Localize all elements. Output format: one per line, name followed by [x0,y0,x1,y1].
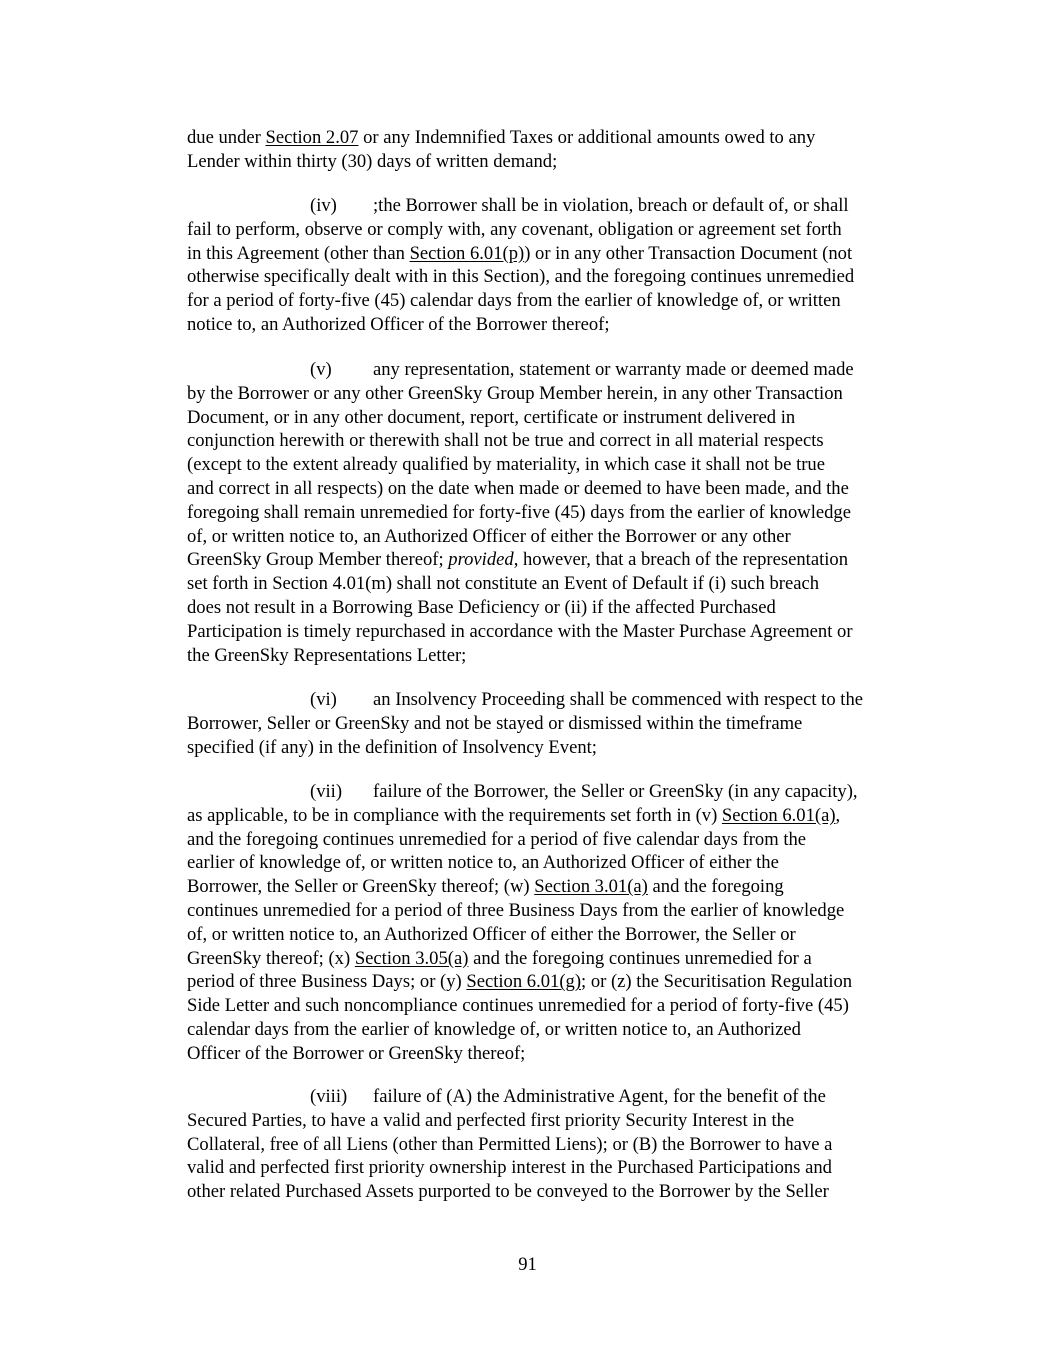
text-line [187,1156,947,1180]
text-segment: otherwise specifically dealt with in this Section), and the foregoing continues unremedied [187,266,855,288]
text-line [187,736,947,760]
text-segment: ; or (z) the Securitisation Regulation [581,971,853,993]
text-segment: failure of (A) the Administrative Agent, for the benefit of the [373,1086,826,1107]
text-segment: as applicable, to be in compliance with the requirements set forth in (v) [187,804,722,826]
text-segment: ;the Borrower shall be in violation, breach or default of, or shall [373,195,849,216]
text-line [187,1109,947,1133]
clause-number: (iv) [310,195,337,216]
text-line [187,644,947,668]
paragraph-continuation [187,126,947,174]
text-line [187,548,947,572]
text-segment: set forth in Section 4.01(m) shall not constitute an Event of Default if (i) such breach [187,573,820,595]
text-segment: failure of the Borrower, the Seller or GreenSky (in any capacity), [373,781,858,802]
text-segment: specified (if any) in the definition of Insolvency Event; [187,736,597,758]
text-segment: Borrower, the Seller or GreenSky thereof; (w) [187,876,535,898]
text-line [187,712,947,736]
text-line [187,358,947,382]
text-line [187,1018,947,1042]
text-segment: Lender within thirty (30) days of written demand; [187,150,558,172]
text-segment: Side Letter and such noncompliance continues unremedied for a period of forty-five (45) [187,995,849,1017]
text-line [187,947,947,971]
paragraph-iv [187,194,947,337]
text-segment: Officer of the Borrower or GreenSky thereof; [187,1042,526,1064]
text-segment: Secured Parties, to have a valid and perfected first priority Security Interest in the [187,1109,795,1131]
section-reference-link: Section 3.05(a) [354,947,469,969]
text-line [187,126,947,150]
text-segment: Borrower, Seller or GreenSky and not be stayed or dismissed within the timeframe [187,712,803,734]
text-segment: for a period of forty-five (45) calendar days from the earlier of knowledge of, or written [187,290,841,312]
text-segment: earlier of knowledge of, or written notice to, an Authorized Officer of either the [187,852,779,874]
text-line [187,923,947,947]
text-line [187,242,947,266]
text-line [187,525,947,549]
paragraph-v [187,358,947,667]
text-line [187,194,947,218]
text-line [187,828,947,852]
text-segment: , however, that a breach of the representation [513,549,848,571]
text-line [187,1085,947,1109]
text-line [187,875,947,899]
section-reference-link: Section 6.01(a) [721,804,836,826]
text-line [187,406,947,430]
text-line [187,150,947,174]
text-segment: or any Indemnified Taxes or additional amounts owed to any [358,127,816,148]
text-line [187,899,947,923]
text-line [187,477,947,501]
text-segment: and correct in all respects) on the date when made or deemed to have been made, and the [187,477,849,499]
text-line [187,780,947,804]
text-segment: in this Agreement (other than [187,242,410,264]
text-line [187,1133,947,1157]
text-segment: due under [187,127,266,148]
text-segment: any representation, statement or warranty made or deemed made [373,359,854,380]
clause-number: (viii) [310,1086,348,1107]
text-segment: , [835,804,841,826]
text-segment: conjunction herewith or therewith shall not be true and correct in all material respects [187,430,824,452]
text-segment: fail to perform, observe or comply with, any covenant, obligation or agreement set forth [187,218,842,240]
text-line [187,994,947,1018]
text-segment: Document, or in any other document, report, certificate or instrument delivered in [187,406,796,428]
text-line [187,1042,947,1066]
text-segment: calendar days from the earlier of knowledge of, or written notice to, an Authorized [187,1018,801,1040]
text-line [187,265,947,289]
text-line [187,289,947,313]
text-line [187,218,947,242]
text-segment: and the foregoing continues unremedied for a [468,947,812,969]
text-line [187,1180,947,1204]
text-segment: by the Borrower or any other GreenSky Group Member herein, in any other Transaction [187,382,843,404]
text-line [187,688,947,712]
text-segment: period of three Business Days; or (y) [187,971,467,993]
text-segment: GreenSky Group Member thereof; [187,549,449,571]
text-segment: an Insolvency Proceeding shall be commenced with respect to the [373,689,863,710]
text-segment: (except to the extent already qualified by materiality, in which case it shall not be true [187,454,825,476]
text-line [187,970,947,994]
paragraph-vii [187,780,947,1066]
text-segment: Collateral, free of all Liens (other than Permitted Liens); or (B) the Borrower to have a [187,1133,833,1155]
page-number: 91 [518,1254,537,1275]
text-line [187,453,947,477]
text-segment: does not result in a Borrowing Base Deficiency or (ii) if the affected Purchased [187,596,776,618]
text-segment: GreenSky thereof; (x) [187,947,355,969]
section-reference-link: Section 2.07 [265,127,359,148]
section-reference-link: Section 3.01(a) [534,876,648,898]
text-segment: other related Purchased Assets purported to be conveyed to the Borrower by the Seller [187,1181,829,1203]
section-reference-link: Section 6.01(p) [409,242,525,264]
text-segment: Participation is timely repurchased in accordance with the Master Purchase Agreement or [187,620,853,642]
clause-number: (vi) [310,689,337,710]
text-segment: foregoing shall remain unremedied for forty-five (45) days from the earlier of knowledge [187,501,851,523]
clause-number: (v) [310,359,332,380]
text-line [187,382,947,406]
text-segment: the GreenSky Representations Letter; [187,644,467,666]
text-segment: ) or in any other Transaction Document (not [524,242,853,264]
text-segment: and the foregoing [647,876,784,898]
text-segment: of, or written notice to, an Authorized Officer of either the Borrower or any other [187,525,791,547]
text-segment: and the foregoing continues unremedied for a period of five calendar days from the [187,828,807,850]
emphasis-text: provided [448,549,514,571]
text-segment: continues unremedied for a period of three Business Days from the earlier of knowledge [187,899,845,921]
text-segment: notice to, an Authorized Officer of the Borrower thereof; [187,313,610,335]
text-line [187,572,947,596]
clause-number: (vii) [310,781,343,802]
text-line [187,501,947,525]
text-line [187,620,947,644]
paragraph-viii [187,1085,947,1204]
text-line [187,429,947,453]
text-line [187,804,947,828]
text-line [187,851,947,875]
text-segment: valid and perfected first priority ownership interest in the Purchased Participations and [187,1157,832,1179]
text-line [187,313,947,337]
section-reference-link: Section 6.01(g) [466,971,582,993]
text-line [187,596,947,620]
text-segment: of, or written notice to, an Authorized Officer of either the Borrower, the Seller or [187,923,796,945]
paragraph-vi [187,688,947,759]
